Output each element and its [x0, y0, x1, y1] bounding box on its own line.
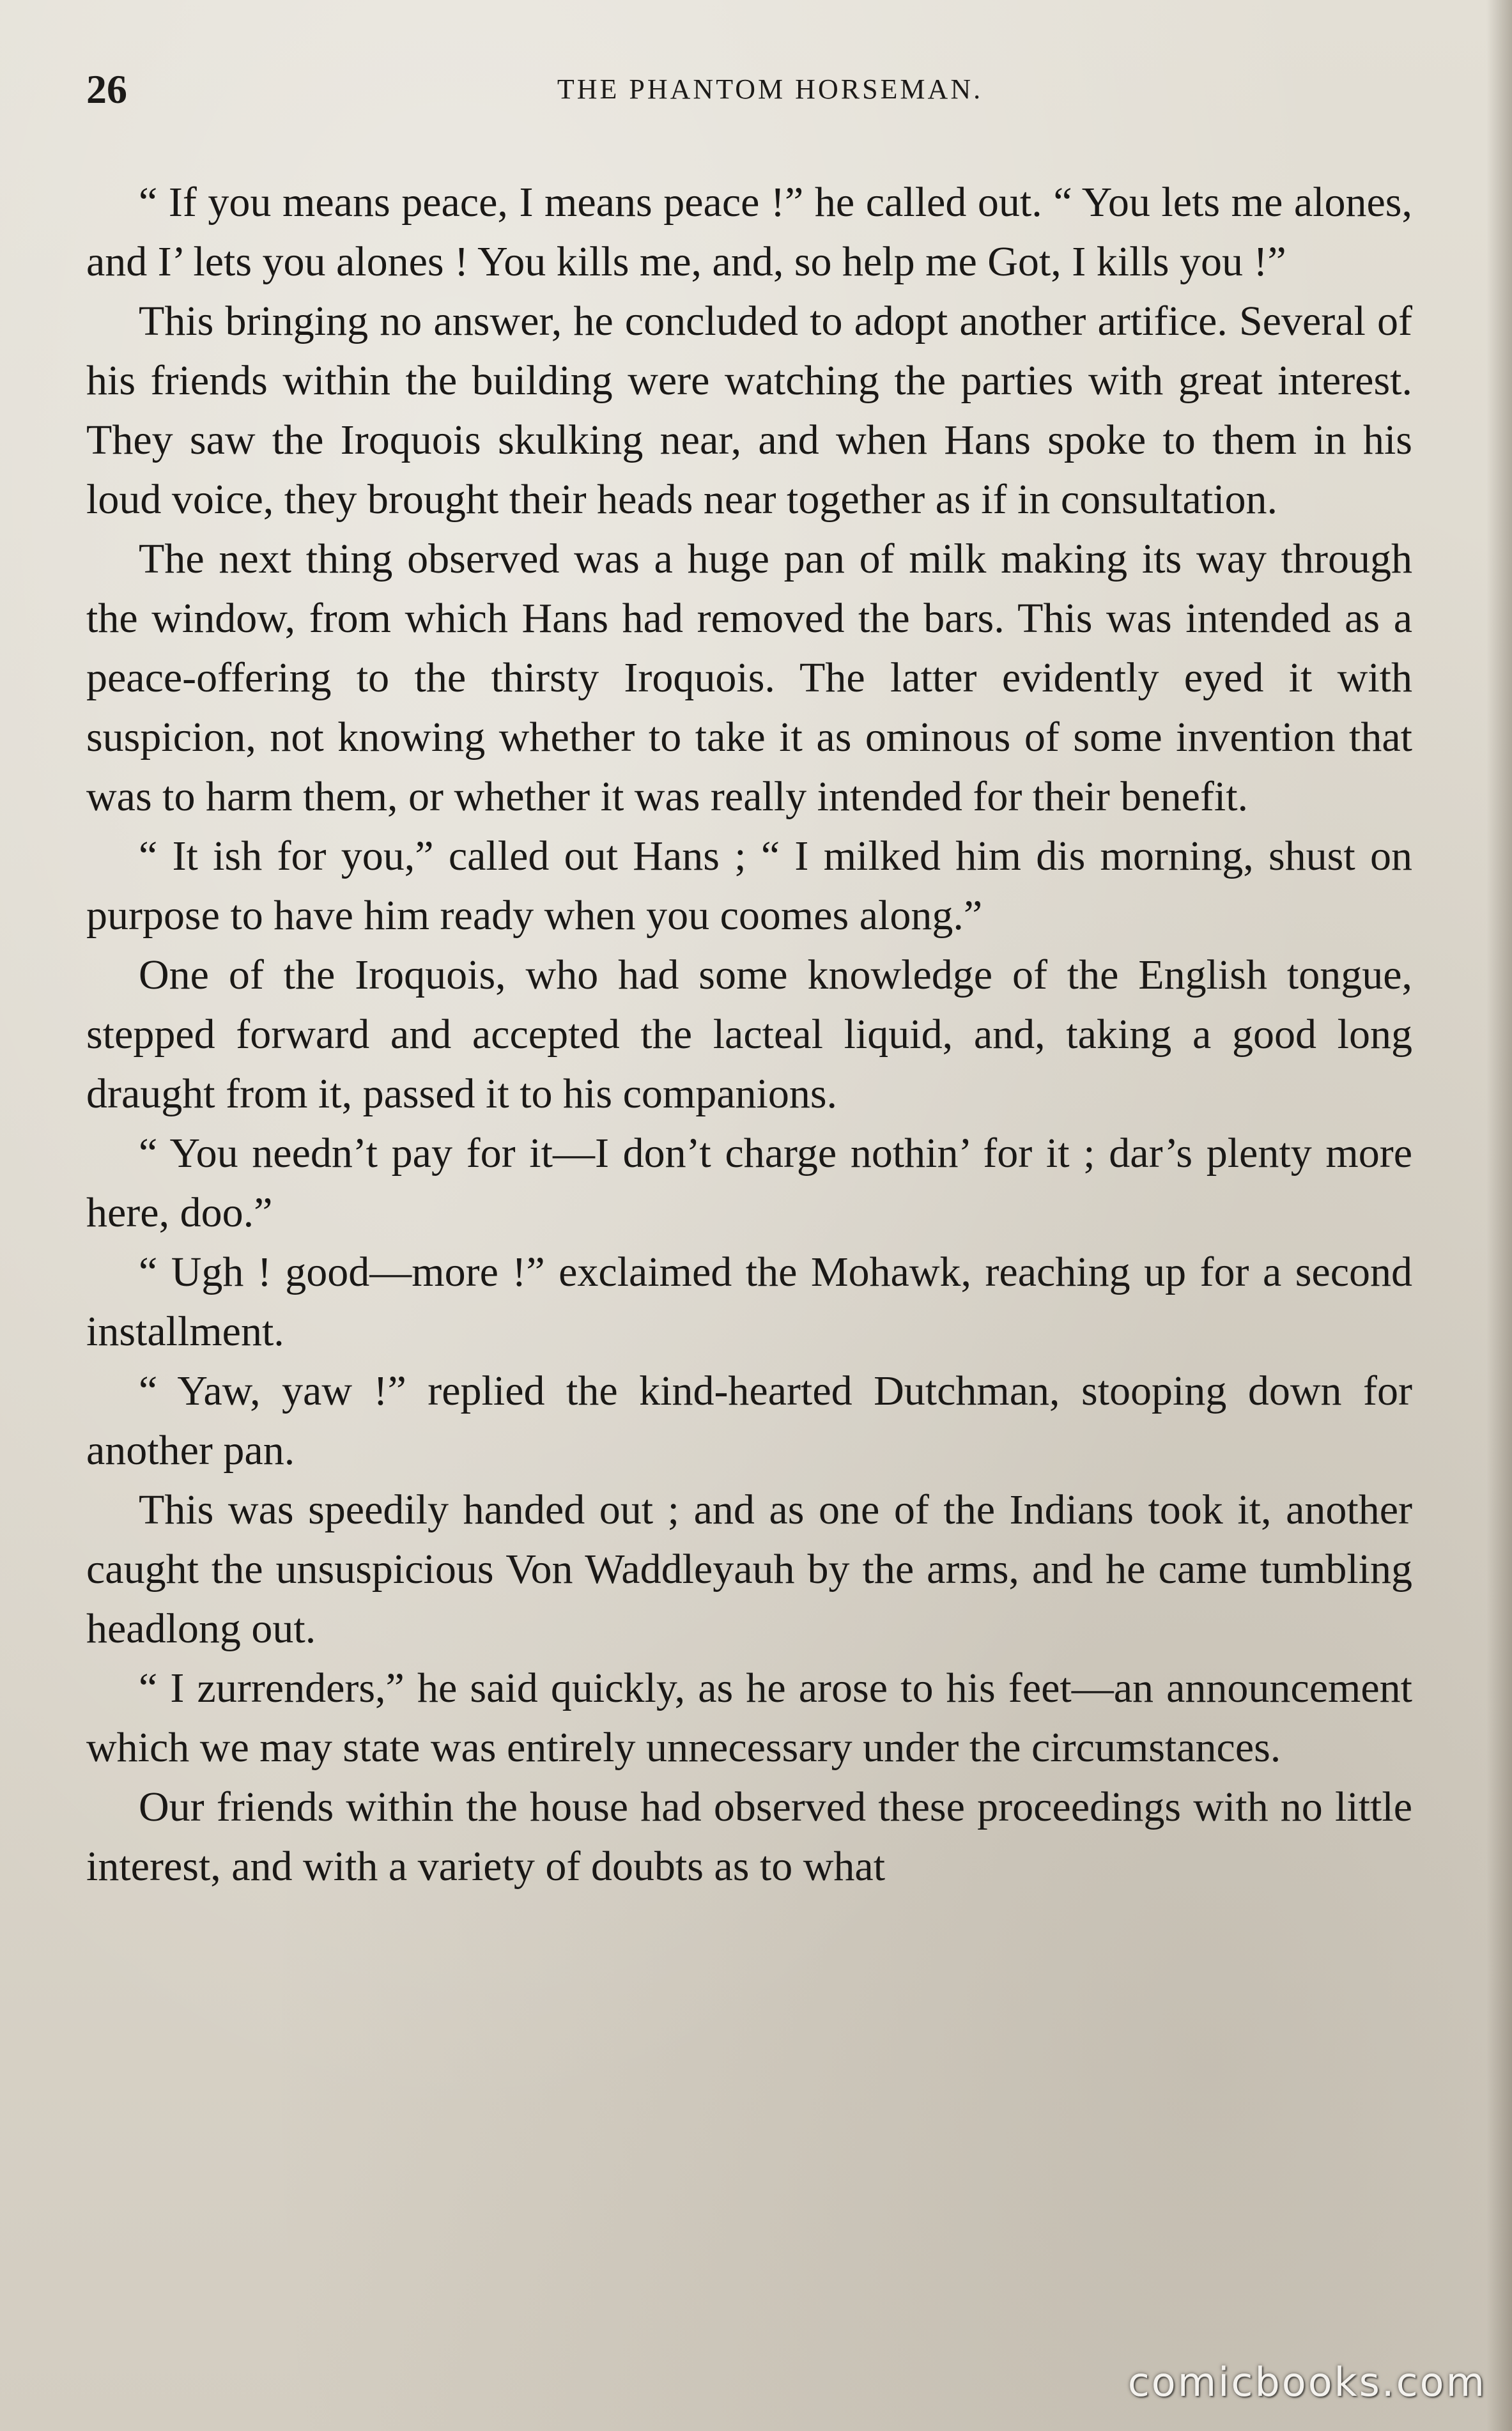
paragraph: “ You needn’t pay for it—I don’t charge nothin’ for it ; dar’s plenty more here, doo.” [86, 1130, 1412, 1236]
paragraph: This bringing no answer, he concluded to adopt another artifice. Several of his friends within the building were watching the parties with great interest. They saw the Iroquois skulking near, and when Hans spoke to them in his loud voice, they brought their heads near together as if in consultation. [86, 298, 1412, 523]
running-head-title: THE PHANTOM HORSEMAN. [557, 73, 984, 105]
paragraph: This was speedily handed out ; and as one of the Indians took it, another caught the unsuspicious Von Waddleyauh by the arms, and he came tumbling headlong out. [86, 1486, 1412, 1652]
paragraph: One of the Iroquois, who had some knowledge of the English tongue, stepped forward and accepted the lacteal liquid, and, taking a good long draught from it, passed it to his companions. [86, 952, 1412, 1117]
paragraph: “ If you means peace, I means peace !” he called out. “ You lets me alones, and I’ lets you alones ! You kills me, and, so help me Got, I kills you !” [86, 179, 1412, 285]
paragraph: “ I zurrenders,” he said quickly, as he arose to his feet—an announcement which we may state was entirely unnecessary under the circumstances. [86, 1665, 1412, 1771]
paragraph: “ Ugh ! good—more !” exclaimed the Mohawk, reaching up for a second installment. [86, 1249, 1412, 1355]
paragraph: “ Yaw, yaw !” replied the kind-hearted Dutchman, stooping down for another pan. [86, 1368, 1412, 1474]
site-watermark: comicbooks.com [1127, 2359, 1486, 2405]
body-text [86, 173, 1412, 1896]
paragraph: “ It ish for you,” called out Hans ; “ I milked him dis morning, shust on purpose to have him ready when you coomes along.” [86, 833, 1412, 939]
page-number: 26 [86, 66, 127, 112]
paragraph: The next thing observed was a huge pan of milk making its way through the window, from which Hans had removed the bars. This was intended as a peace-offering to the thirsty Iroquois. The latter evidently eyed it with suspicion, not knowing whether to take it as ominous of some invention that was to harm them, or whether it was really intended for their benefit. [86, 536, 1412, 820]
page-header [86, 61, 1416, 118]
paragraph: Our friends within the house had observed these proceedings with no little interest, and with a variety of doubts as to what [86, 1784, 1412, 1890]
